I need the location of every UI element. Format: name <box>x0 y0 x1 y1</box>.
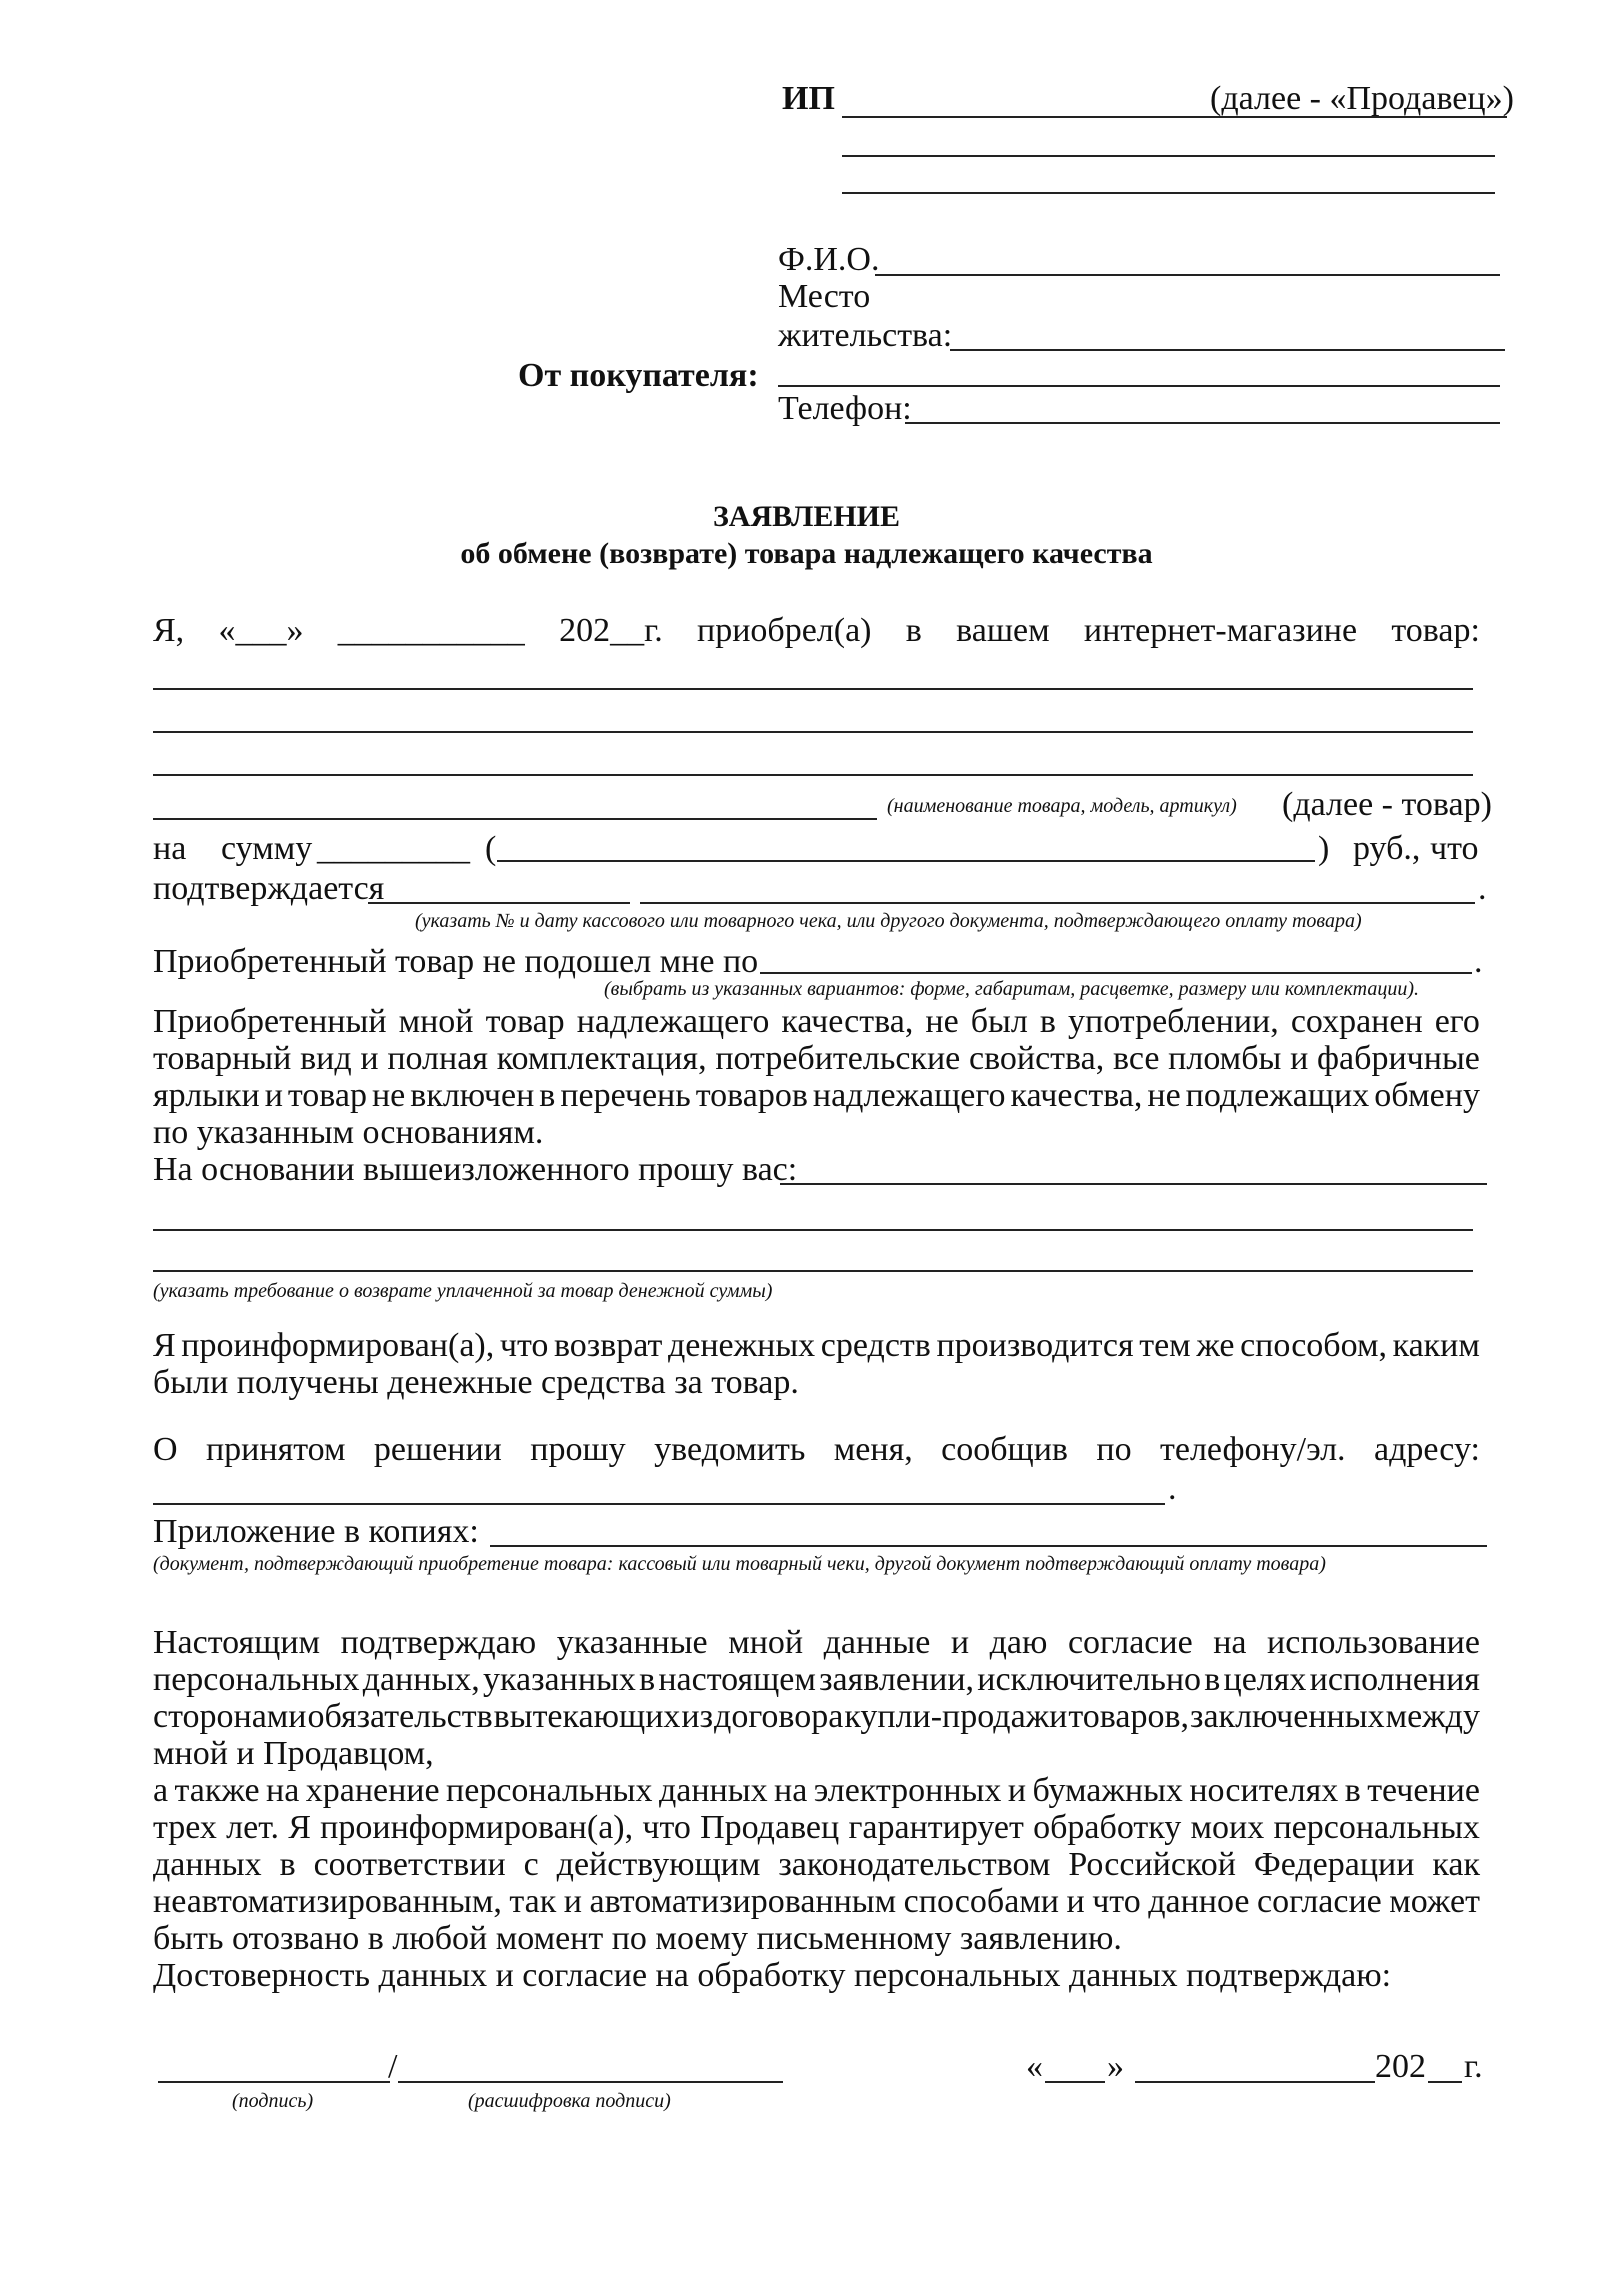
notify-word-8: по <box>1096 1431 1132 1468</box>
date-month-field[interactable] <box>1135 2081 1375 2083</box>
fio-label: Ф.И.О. <box>778 241 880 278</box>
word-5: приобрел(а) <box>697 612 872 649</box>
sum-words-field[interactable] <box>497 860 1315 862</box>
period-3: . <box>1168 1470 1177 1507</box>
request-field-2[interactable] <box>153 1229 1473 1231</box>
date-quote-open: « <box>1026 2048 1043 2085</box>
request-hint: (указать требование о возврате уплаченной за товар денежной суммы) <box>153 1280 773 1302</box>
residence-field-2[interactable] <box>778 385 1500 387</box>
attach-field[interactable] <box>490 1545 1487 1547</box>
period: . <box>1478 870 1487 907</box>
phone-field[interactable] <box>905 422 1500 424</box>
consent-line-2: персональных данных, указанных в настоящем заявлении, исключительно в целях исполнения <box>153 1661 1480 1698</box>
word-8: интернет-магазине <box>1083 612 1358 649</box>
consent-line-8: неавтоматизированным, так и автоматизированным способами и что данное согласие может <box>153 1883 1480 1920</box>
sum-currency: руб., <box>1353 830 1421 867</box>
product-hint: (наименование товара, модель, артикул) <box>887 795 1237 817</box>
product-line-1[interactable] <box>153 688 1473 690</box>
notify-line <box>153 1431 1480 1469</box>
word-1: Я, <box>153 612 185 649</box>
product-line-4[interactable] <box>153 818 877 820</box>
product-line-2[interactable] <box>153 731 1473 733</box>
notify-contact-field[interactable] <box>153 1503 1165 1505</box>
receipt-number-field[interactable] <box>368 902 630 904</box>
notify-word-5: уведомить <box>654 1431 806 1468</box>
year-field[interactable]: 202__г. <box>559 612 663 649</box>
notify-word-6: меня, <box>833 1431 913 1468</box>
document-title: ЗАЯВЛЕНИЕ <box>712 500 901 533</box>
date-quote-close: » <box>1107 2048 1124 2085</box>
document-subtitle: об обмене (возврате) товара надлежащего качества <box>460 537 1153 570</box>
sum-close-paren: ) <box>1318 830 1330 867</box>
consent-line-9: быть отозвано в любой момент по моему письменному заявлению. <box>153 1920 1122 1957</box>
residence-label-1: Место <box>778 278 871 315</box>
decode-hint: (расшифровка подписи) <box>468 2090 671 2112</box>
signature-decode-field[interactable] <box>398 2081 783 2083</box>
seller-line-3[interactable] <box>842 192 1495 194</box>
p2-line-1: Приобретенный мной товар надлежащего качества, не был в употреблении, сохранен его <box>153 1003 1480 1040</box>
sum-amount-field[interactable]: _________ <box>317 830 470 867</box>
word-6: в <box>905 612 922 649</box>
from-buyer-label: От покупателя: <box>518 357 759 394</box>
fio-field[interactable] <box>875 274 1500 276</box>
day-field[interactable]: «___» <box>218 612 304 649</box>
consent-line-7: данных в соответствии с действующим законодательством Российской Федерации как <box>153 1846 1480 1883</box>
notify-word-7: сообщив <box>941 1431 1068 1468</box>
request-field-1[interactable] <box>780 1183 1487 1185</box>
notify-word-1: О <box>153 1431 178 1468</box>
sum-open-paren: ( <box>485 830 497 867</box>
notify-word-10: адресу: <box>1373 1431 1480 1468</box>
consent-line-3: сторонами обязательств вытекающих из договора купли-продажи товаров, заключенных между <box>153 1698 1480 1735</box>
info-line-2: были получены денежные средства за товар. <box>153 1364 799 1401</box>
consent-line-5: а также на хранение персональных данных на электронных и бумажных носителях в течение <box>153 1772 1480 1809</box>
word-7: вашем <box>956 612 1050 649</box>
residence-label-2: жительства: <box>778 317 953 354</box>
period-2: . <box>1474 943 1483 980</box>
p2-line-4: по указанным основаниям. <box>153 1114 544 1151</box>
purchase-line <box>153 612 1480 650</box>
consent-line-4: мной и Продавцом, <box>153 1735 434 1772</box>
consent-line-6: трех лет. Я проинформирован(а), что Продавец гарантирует обработку моих персональных <box>153 1809 1480 1846</box>
p2-line-2: товарный вид и полная комплектация, потребительские свойства, все пломбы и фабричные <box>153 1040 1480 1077</box>
seller-line-2[interactable] <box>842 155 1495 157</box>
residence-field[interactable] <box>950 349 1505 351</box>
ip-label: ИП <box>782 80 835 117</box>
confirmed-label: подтверждается <box>153 870 385 907</box>
request-label: На основании вышеизложенного прошу вас: <box>153 1151 798 1188</box>
signature-slash: / <box>388 2048 398 2085</box>
receipt-hint: (указать № и дату кассового или товарного чека, или другого документа, подтверждающего оплату товара) <box>415 910 1362 932</box>
receipt-date-field[interactable] <box>640 902 1475 904</box>
notify-word-9: телефону/эл. <box>1160 1431 1346 1468</box>
date-year: 202 <box>1375 2048 1426 2085</box>
product-after: (далее - товар) <box>1282 786 1492 823</box>
not-fit-hint: (выбрать из указанных вариантов: форме, габаритам, расцветке, размеру или комплектации). <box>604 978 1419 1000</box>
request-field-3[interactable] <box>153 1270 1473 1272</box>
month-field[interactable]: ___________ <box>337 612 525 649</box>
notify-word-2: принятом <box>205 1431 346 1468</box>
attach-label: Приложение в копиях: <box>153 1513 479 1550</box>
not-fit-label: Приобретенный товар не подошел мне по <box>153 943 759 980</box>
signature-hint: (подпись) <box>232 2090 314 2112</box>
date-year-suffix: г. <box>1464 2048 1483 2085</box>
notify-word-3: решении <box>373 1431 502 1468</box>
phone-label: Телефон: <box>778 390 912 427</box>
notify-word-4: прошу <box>530 1431 626 1468</box>
signature-field[interactable] <box>158 2081 390 2083</box>
p2-line-3: ярлыки и товар не включен в перечень товаров надлежащего качества, не подлежащих обмену <box>153 1077 1480 1114</box>
not-fit-field[interactable] <box>760 972 1472 974</box>
final-line: Достоверность данных и согласие на обработку персональных данных подтверждаю: <box>153 1957 1392 1994</box>
info-line-1: Я проинформирован(а), что возврат денежных средств производится тем же способом, каким <box>153 1327 1480 1364</box>
product-line-3[interactable] <box>153 774 1473 776</box>
consent-line-1: Настоящим подтверждаю указанные мной данные и даю согласие на использование <box>153 1624 1480 1661</box>
attach-hint: (документ, подтверждающий приобретение товара: кассовый или товарный чеки, другой документ подтверждающий оплату товара) <box>153 1553 1326 1575</box>
sum-word-2: сумму <box>221 830 313 867</box>
sum-word-1: на <box>153 830 187 867</box>
sum-that: что <box>1430 830 1479 867</box>
date-day-field[interactable] <box>1045 2081 1105 2083</box>
seller-note: (далее - «Продавец») <box>1210 80 1514 117</box>
date-year-field[interactable] <box>1428 2081 1462 2083</box>
word-9: товар: <box>1391 612 1480 649</box>
